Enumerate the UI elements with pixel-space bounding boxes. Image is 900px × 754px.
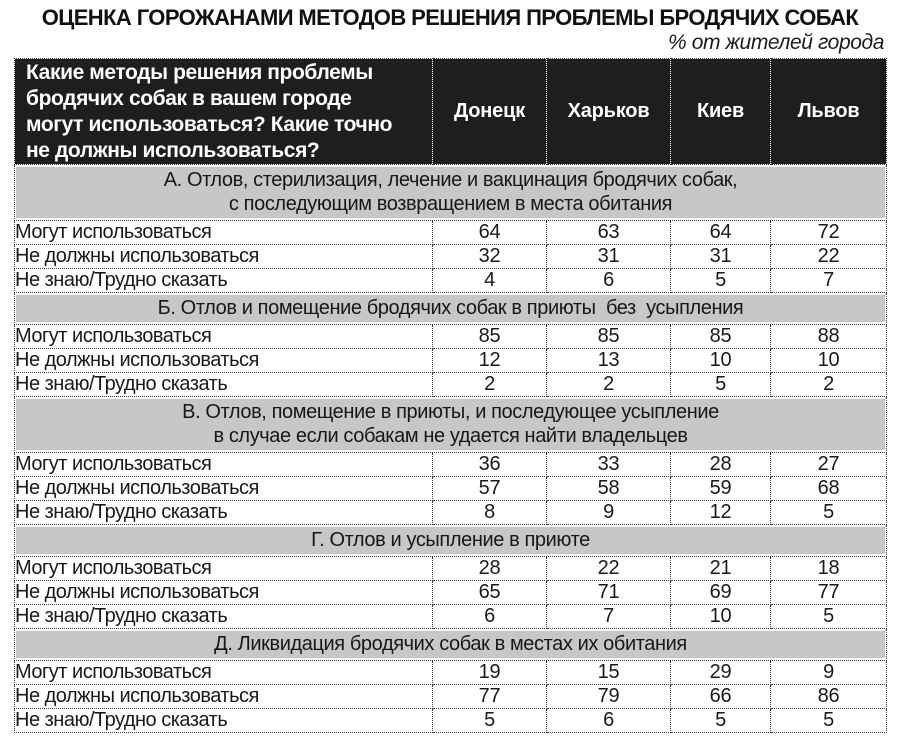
row-label: Могут использоваться — [15, 325, 433, 349]
city-header-cell-4 — [771, 59, 887, 165]
value-cell: 29 — [671, 661, 771, 685]
value-cell: 12 — [433, 349, 547, 373]
section-title-line-1: Г. Отлов и усыпление в приюте — [311, 529, 590, 551]
row-label: Не знаю/Трудно сказать — [15, 501, 433, 525]
table-row — [15, 269, 887, 293]
value-cell: 65 — [433, 581, 547, 605]
value-cell: 85 — [671, 325, 771, 349]
value-cell: 5 — [771, 501, 887, 525]
table-row — [15, 557, 887, 581]
table-row — [15, 453, 887, 477]
section-title — [16, 167, 885, 218]
row-label: Могут использоваться — [15, 661, 433, 685]
value-cell: 5 — [771, 605, 887, 629]
value-cell: 13 — [547, 349, 671, 373]
table-row — [15, 661, 887, 685]
section-header-cell — [15, 165, 887, 221]
value-cell: 86 — [771, 685, 887, 709]
table-row — [15, 245, 887, 269]
value-cell: 8 — [433, 501, 547, 525]
section-title-line-2: с последующим возвращением в места обитания — [228, 193, 673, 215]
value-cell: 5 — [771, 709, 887, 733]
value-cell: 71 — [547, 581, 671, 605]
city-header-cell-2 — [547, 59, 671, 165]
question-header-cell — [15, 59, 433, 165]
section-title — [16, 399, 885, 450]
value-cell: 88 — [771, 325, 887, 349]
value-cell: 5 — [671, 373, 771, 397]
question-line-2: бродячих собак в вашем городе — [26, 86, 352, 110]
row-label: Не должны использоваться — [15, 685, 433, 709]
value-cell: 85 — [433, 325, 547, 349]
section-header-cell — [15, 525, 887, 557]
value-cell: 57 — [433, 477, 547, 501]
row-label: Не должны использоваться — [15, 581, 433, 605]
table-row — [15, 477, 887, 501]
value-cell: 22 — [771, 245, 887, 269]
value-cell: 21 — [671, 557, 771, 581]
value-cell: 12 — [671, 501, 771, 525]
city-header-cell-3 — [671, 59, 771, 165]
value-cell: 32 — [433, 245, 547, 269]
value-cell: 63 — [547, 221, 671, 245]
table-row — [15, 685, 887, 709]
section-header-row-4 — [15, 525, 887, 557]
row-label: Не должны использоваться — [15, 349, 433, 373]
table-body — [15, 165, 887, 733]
value-cell: 22 — [547, 557, 671, 581]
value-cell: 6 — [547, 269, 671, 293]
city-name: Харьков — [547, 59, 670, 164]
row-label: Не знаю/Трудно сказать — [15, 269, 433, 293]
question-text — [15, 59, 432, 164]
value-cell: 2 — [433, 373, 547, 397]
table-row — [15, 373, 887, 397]
value-cell: 58 — [547, 477, 671, 501]
question-line-4: не должны использоваться? — [26, 138, 320, 162]
row-label: Не знаю/Трудно сказать — [15, 605, 433, 629]
value-cell: 27 — [771, 453, 887, 477]
table-row — [15, 605, 887, 629]
value-cell: 15 — [547, 661, 671, 685]
section-title-line-2: в случае если собакам не удается найти владельцев — [213, 425, 688, 447]
section-title — [16, 631, 885, 658]
value-cell: 77 — [771, 581, 887, 605]
table-row — [15, 221, 887, 245]
header-row — [15, 59, 887, 165]
city-name: Львов — [771, 59, 886, 164]
row-label: Не знаю/Трудно сказать — [15, 373, 433, 397]
section-title-line-1: Д. Ликвидация бродячих собак в местах их обитания — [214, 633, 687, 655]
section-header-cell — [15, 629, 887, 661]
city-header-cell-1 — [433, 59, 547, 165]
question-line-1: Какие методы решения проблемы — [26, 60, 373, 84]
value-cell: 6 — [547, 709, 671, 733]
section-title-line-1: Б. Отлов и помещение бродячих собак в приюты без усыпления — [157, 297, 744, 319]
section-header-cell — [15, 397, 887, 453]
section-title-line-1: В. Отлов, помещение в приюты, и последующее усыпление — [182, 401, 719, 423]
value-cell: 64 — [671, 221, 771, 245]
table-row — [15, 581, 887, 605]
value-cell: 72 — [771, 221, 887, 245]
row-label: Могут использоваться — [15, 221, 433, 245]
value-cell: 6 — [433, 605, 547, 629]
value-cell: 10 — [771, 349, 887, 373]
value-cell: 9 — [771, 661, 887, 685]
value-cell: 2 — [547, 373, 671, 397]
question-line-3: могут использоваться? Какие точно — [26, 112, 393, 136]
value-cell: 7 — [547, 605, 671, 629]
table-row — [15, 349, 887, 373]
value-cell: 5 — [433, 709, 547, 733]
value-cell: 2 — [771, 373, 887, 397]
section-title — [16, 527, 885, 554]
row-label: Могут использоваться — [15, 557, 433, 581]
page-subtitle: % от жителей города — [668, 31, 884, 54]
page-title: ОЦЕНКА ГОРОЖАНАМИ МЕТОДОВ РЕШЕНИЯ ПРОБЛЕМЫ БРОДЯЧИХ СОБАК — [41, 5, 859, 30]
value-cell: 66 — [671, 685, 771, 709]
value-cell: 28 — [433, 557, 547, 581]
value-cell: 77 — [433, 685, 547, 709]
survey-table — [14, 58, 887, 733]
value-cell: 9 — [547, 501, 671, 525]
value-cell: 5 — [671, 269, 771, 293]
section-header-row-1 — [15, 165, 887, 221]
table-row — [15, 501, 887, 525]
value-cell: 68 — [771, 477, 887, 501]
row-label: Могут использоваться — [15, 453, 433, 477]
value-cell: 28 — [671, 453, 771, 477]
row-label: Не знаю/Трудно сказать — [15, 709, 433, 733]
section-title-line-1: А. Отлов, стерилизация, лечение и вакцинация бродячих собак, — [163, 169, 738, 191]
city-name: Киев — [671, 59, 770, 164]
value-cell: 18 — [771, 557, 887, 581]
section-title — [16, 295, 885, 322]
section-header-row-2 — [15, 293, 887, 325]
value-cell: 19 — [433, 661, 547, 685]
section-header-row-3 — [15, 397, 887, 453]
value-cell: 10 — [671, 349, 771, 373]
value-cell: 31 — [547, 245, 671, 269]
section-header-cell — [15, 293, 887, 325]
row-label: Не должны использоваться — [15, 477, 433, 501]
value-cell: 31 — [671, 245, 771, 269]
value-cell: 85 — [547, 325, 671, 349]
value-cell: 4 — [433, 269, 547, 293]
row-label: Не должны использоваться — [15, 245, 433, 269]
value-cell: 69 — [671, 581, 771, 605]
value-cell: 10 — [671, 605, 771, 629]
value-cell: 33 — [547, 453, 671, 477]
value-cell: 64 — [433, 221, 547, 245]
table-row — [15, 709, 887, 733]
infographic-page — [0, 5, 900, 754]
value-cell: 7 — [771, 269, 887, 293]
value-cell: 5 — [671, 709, 771, 733]
table-row — [15, 325, 887, 349]
value-cell: 79 — [547, 685, 671, 709]
city-name: Донецк — [433, 59, 546, 164]
value-cell: 36 — [433, 453, 547, 477]
section-header-row-5 — [15, 629, 887, 661]
value-cell: 59 — [671, 477, 771, 501]
